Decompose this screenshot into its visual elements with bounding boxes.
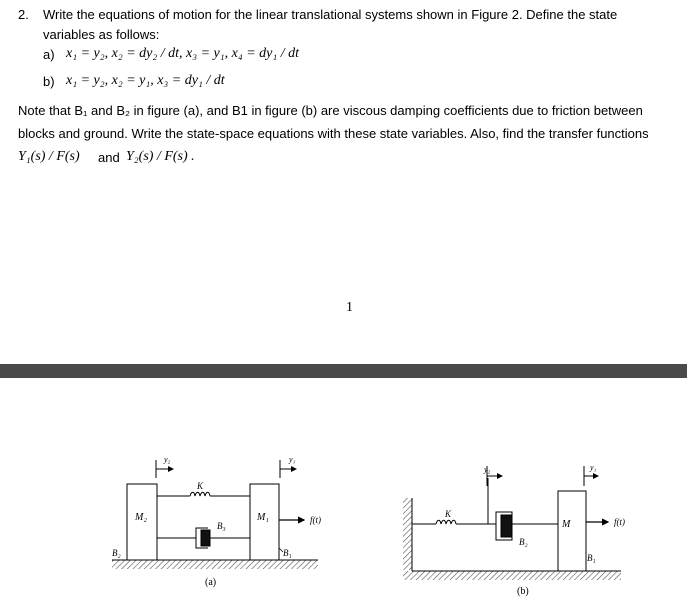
caption-b: (b): [517, 586, 529, 597]
problem-line-1: Write the equations of motion for the linear translational systems shown in Figure 2. Define the state: [43, 7, 618, 22]
disp-y2-b-label: y₂: [484, 465, 491, 474]
disp-y1-a-label: y₁: [289, 455, 296, 464]
figure-2: [0, 378, 687, 609]
problem-number: 2.: [18, 7, 29, 22]
spring-b-label: K: [445, 509, 452, 519]
damper-b3: [157, 528, 250, 548]
spring-a: [157, 492, 250, 496]
note-line-1: Note that B₁ and B₂ in figure (a), and B1 in figure (b) are viscous damping coefficients due to friction between: [18, 103, 643, 118]
force-a-label: f(t): [310, 515, 321, 525]
problem-line-2: variables as follows:: [43, 27, 160, 42]
ground-b: [403, 571, 621, 580]
spring-b: [412, 520, 496, 524]
transfer-function-1: Y₁(s) / F(s): [18, 149, 80, 164]
part-a-label: a): [43, 47, 55, 62]
friction-b1-label: B₁: [283, 548, 292, 558]
part-b-expression: x₁ = y₂, x₂ = y₁, x₃ = dy₁ / dt: [66, 73, 225, 88]
disp-y1-b-label: y₁: [590, 463, 597, 472]
spring-a-label: K: [197, 481, 204, 491]
transfer-function-and: and: [98, 150, 120, 165]
mass-m2-label: M₂: [135, 512, 147, 523]
damper-b2: [488, 478, 558, 540]
friction-b2-label: B₂: [112, 548, 121, 558]
note-line-2: blocks and ground. Write the state-space equations with these state variables. Also, find the transfer functions: [18, 126, 649, 141]
mass-m1-label: M₁: [257, 512, 269, 523]
ground-a: [112, 560, 318, 569]
wall-b: [403, 498, 412, 570]
part-b-label: b): [43, 74, 55, 89]
page-divider: [0, 364, 687, 378]
damper-b3-label: B₃: [217, 521, 226, 531]
disp-y2-a-label: y₂: [164, 455, 171, 464]
page-number: 1: [346, 300, 353, 315]
transfer-function-2: Y₂(s) / F(s) .: [126, 149, 195, 164]
damper-b2-label: B₂: [519, 537, 528, 547]
figure-a: [112, 455, 321, 588]
part-a-expression: x₁ = y₂, x₂ = dy₂ / dt, x₃ = y₁, x₄ = dy₁ / dt: [66, 46, 299, 61]
force-b-label: f(t): [614, 517, 625, 527]
caption-a: (a): [205, 577, 217, 588]
friction-b1-b-label: B₁: [587, 553, 596, 563]
mass-m: [558, 491, 586, 571]
mass-m-label: M: [562, 519, 571, 530]
figure-b: [403, 463, 625, 597]
